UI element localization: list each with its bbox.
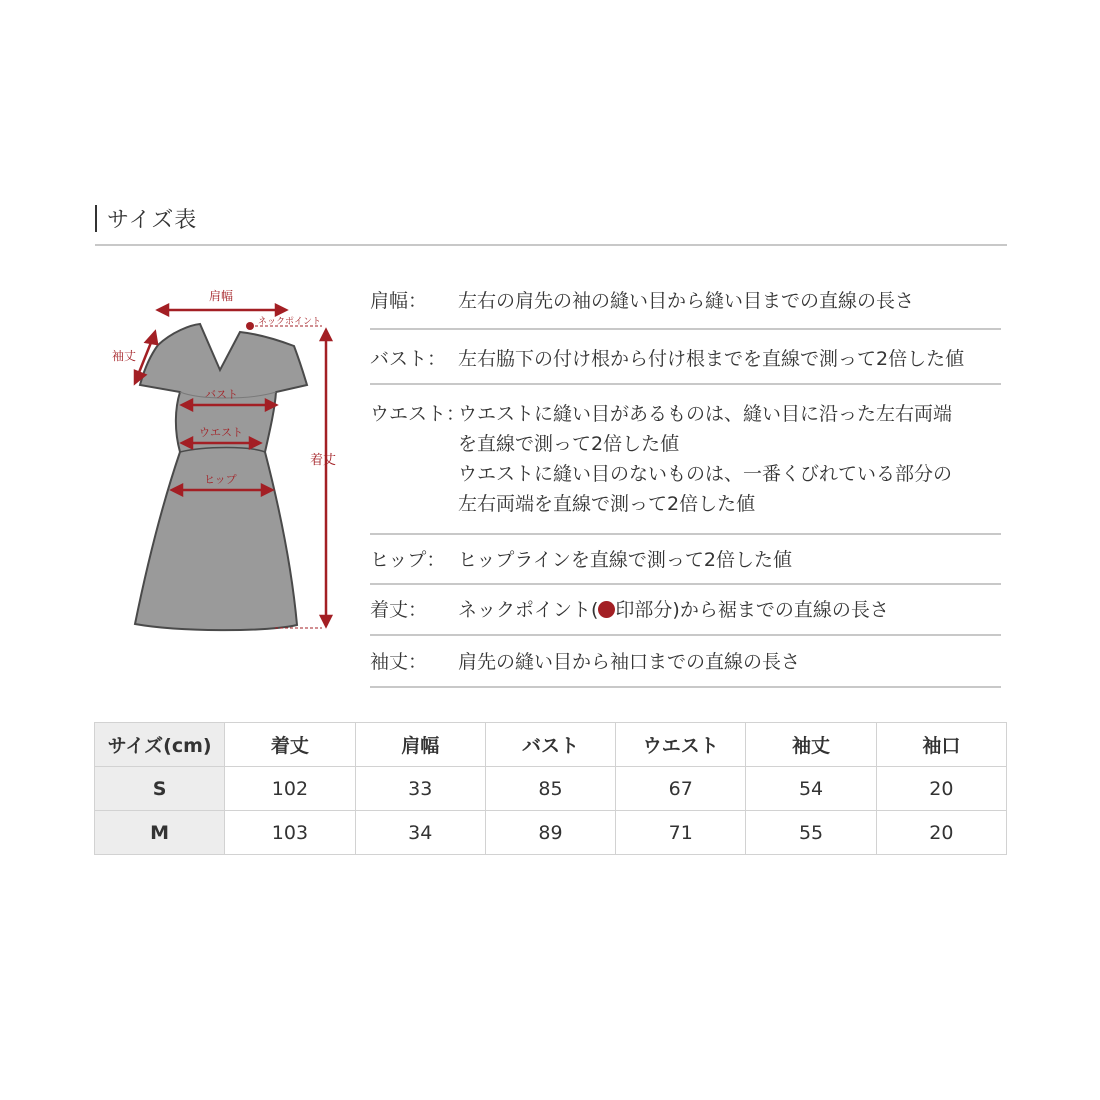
definition-desc: ヒップラインを直線で測って2倍した値: [458, 549, 792, 571]
definition-desc: 肩先の縫い目から袖口までの直線の長さ: [458, 651, 801, 673]
label-waist: ウエスト: [199, 426, 243, 439]
definition-row: [370, 535, 1001, 585]
definition-desc-before: ネックポイント(: [458, 599, 599, 621]
definition-term: ヒップ：: [370, 549, 446, 571]
label-shoulder: 肩幅: [208, 289, 234, 303]
table-cell: 85: [485, 767, 615, 811]
definition-row: [370, 280, 1001, 330]
column-header: 着丈: [225, 723, 355, 767]
neck-point-marker: [246, 322, 254, 330]
definition-desc: [458, 595, 1001, 625]
section-header: [95, 203, 1007, 246]
definition-term: 袖丈：: [370, 651, 428, 673]
definition-term: 肩幅：: [370, 290, 428, 312]
label-sleeve: 袖丈: [112, 349, 137, 363]
measurement-definitions: [370, 280, 1001, 688]
column-header: サイズ(cm): [95, 723, 225, 767]
table-cell: 55: [746, 811, 876, 855]
table-cell: 103: [225, 811, 355, 855]
table-cell: 67: [616, 767, 746, 811]
definition-row: [370, 385, 1001, 535]
title-marker: [95, 205, 97, 232]
table-cell: 54: [746, 767, 876, 811]
neck-point-dot-icon: [598, 601, 615, 618]
label-length: 着丈: [310, 453, 337, 468]
definition-desc-after: 印部分)から裾までの直線の長さ: [615, 599, 889, 621]
definition-term: ウエスト：: [370, 403, 466, 425]
definition-row: [370, 330, 1001, 385]
table-cell: 89: [485, 811, 615, 855]
definition-term: バスト：: [370, 348, 447, 370]
table-row: [95, 767, 1007, 811]
table-cell: 20: [876, 767, 1006, 811]
definition-desc: 左右脇下の付け根から付け根までを直線で測って2倍した値: [458, 348, 965, 370]
table-cell: 34: [355, 811, 485, 855]
table-cell: S: [95, 767, 225, 811]
definition-term: 着丈：: [370, 599, 428, 621]
size-table: [94, 722, 1007, 855]
table-cell: 20: [876, 811, 1006, 855]
table-cell: M: [95, 811, 225, 855]
table-header-row: [95, 723, 1007, 767]
column-header: 袖口: [876, 723, 1006, 767]
definition-desc: 左右の肩先の袖の縫い目から縫い目までの直線の長さ: [458, 290, 915, 312]
table-cell: 102: [225, 767, 355, 811]
dress-illustration: [100, 280, 360, 640]
column-header: バスト: [485, 723, 615, 767]
table-cell: 33: [355, 767, 485, 811]
column-header: ウエスト: [616, 723, 746, 767]
label-hip: ヒップ: [204, 473, 237, 486]
label-bust: バスト: [205, 388, 238, 401]
label-neck-point: ネックポイント: [258, 317, 322, 327]
dress-diagram: [100, 280, 360, 640]
section-title: サイズ表: [107, 208, 198, 233]
table-cell: 71: [616, 811, 746, 855]
definition-row: [370, 585, 1001, 636]
table-row: [95, 811, 1007, 855]
definition-row: [370, 636, 1001, 688]
column-header: 肩幅: [355, 723, 485, 767]
column-header: 袖丈: [746, 723, 876, 767]
definition-desc: ウエストに縫い目があるものは、縫い目に沿った左右両端 を直線で測って2倍した値 ウエストに縫い目のないものは、一番くびれている部分の 左右両端を直線で測って2倍した値: [458, 403, 953, 515]
